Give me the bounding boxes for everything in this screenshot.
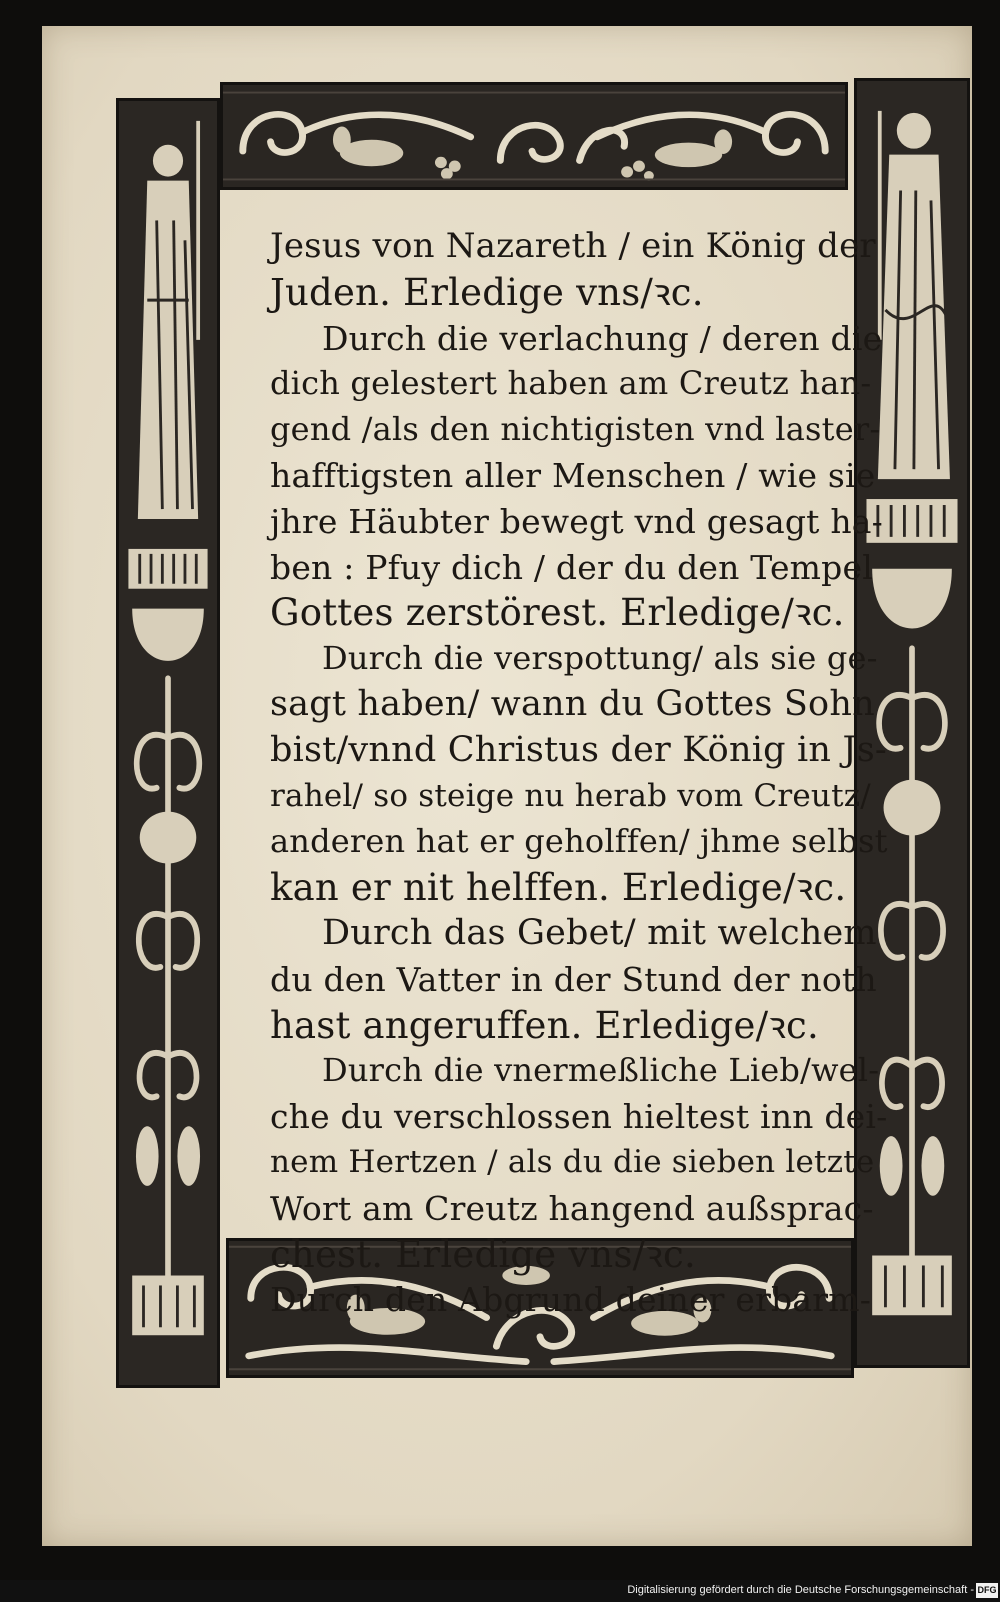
dfg-logo: DFG <box>976 1583 998 1598</box>
text-line: dich gelestert haben am Creutz han- <box>270 364 872 403</box>
text-line: du den Vatter in der Stund der noth <box>270 959 877 999</box>
text-line: Durch den Abgrund deiner erbarm- <box>270 1280 872 1320</box>
text-line: Durch das Gebet/ mit welchem <box>322 912 877 953</box>
text-line: ben : Pfuy dich / der du den Tempel <box>270 547 873 587</box>
text-line: Durch die vnermeßliche Lieb/wel- <box>322 1051 880 1090</box>
text-line: bist/vnnd Christus der König in Js- <box>270 729 887 770</box>
text-line: nem Hertzen / als du die sieben letzte <box>270 1143 875 1180</box>
text-line: hast angeruffen. Erledige/ꝛc. <box>270 1003 819 1047</box>
text-line: chest. Erledige vns/ꝛc. <box>270 1232 696 1276</box>
text-line: rahel/ so steige nu herab vom Creutz/ <box>270 777 871 814</box>
book-page <box>42 26 972 1546</box>
text-line: che du verschlossen hieltest inn dei- <box>270 1097 888 1137</box>
prayer-text-block <box>270 224 888 1320</box>
text-line: Durch die verlachung / deren die <box>322 318 883 358</box>
funding-credit: Digitalisierung gefördert durch die Deutsche Forschungsgemeinschaft - <box>627 1584 974 1596</box>
text-line: jhre Häubter bewegt vnd gesagt ha- <box>270 501 883 541</box>
text-line: anderen hat er geholffen/ jhme selbst <box>270 822 888 861</box>
text-line: Juden. Erledige vns/ꝛc. <box>270 270 704 314</box>
text-line: Jesus von Nazareth / ein König der <box>270 226 876 266</box>
top-vine-ornament-icon <box>223 85 845 187</box>
text-line: Durch die verspottung/ als sie ge- <box>322 639 878 678</box>
text-line: gend /als den nichtigisten vnd laster- <box>270 410 881 449</box>
text-line: kan er nit helffen. Erledige/ꝛc. <box>270 866 847 910</box>
left-saint-ornament-icon <box>119 101 217 1385</box>
text-line: hafftigsten aller Menschen / wie sie <box>270 455 876 495</box>
left-ornament-column <box>116 98 220 1388</box>
top-ornament-band <box>220 82 848 190</box>
text-line: Wort am Creutz hangend außsprac- <box>270 1188 874 1228</box>
text-line: sagt haben/ wann du Gottes Sohn <box>270 683 875 724</box>
text-line: Gottes zerstörest. Erledige/ꝛc. <box>270 591 845 635</box>
digitization-footer <box>0 1580 1000 1602</box>
